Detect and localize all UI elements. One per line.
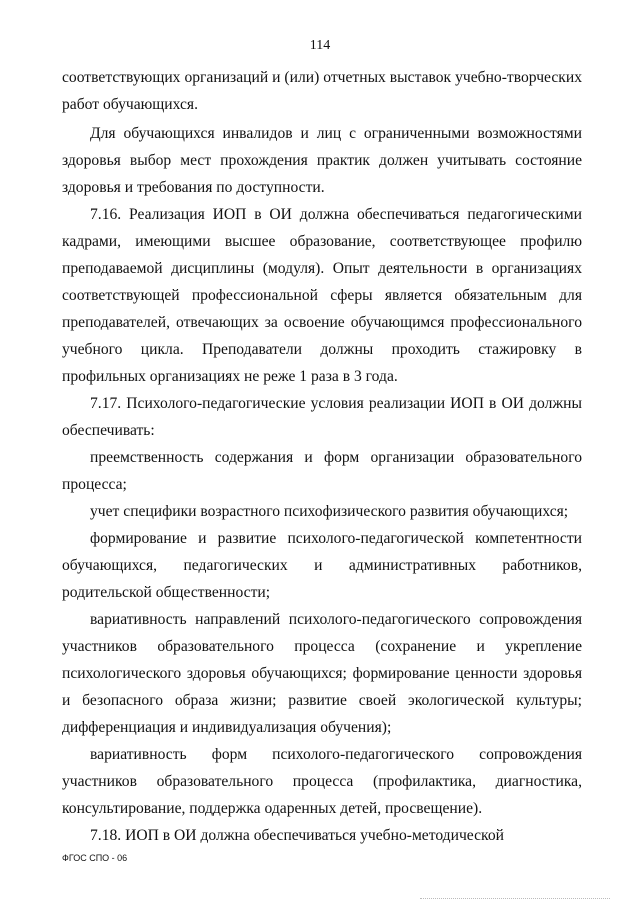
- page-number: 114: [309, 38, 331, 53]
- list-item-forms: вариативность форм психолого-педагогического сопровождения участников образовательного процесса (профилактика, диагностика, консультирование, поддержка одаренных детей, просвещение).: [62, 746, 582, 817]
- list-item-age-specifics: учет специфики возрастного психофизического развития обучающихся;: [90, 503, 569, 520]
- list-item-directions: вариативность направлений психолого-педагогического сопровождения участников образовательного процесса (сохранение и укрепление психологического здоровья обучающихся; формирование ценности здоровья и безопасного образа жизни; развитие своей экологической культуры; дифференциация и индивидуализация обучения);: [62, 611, 582, 736]
- document-body: [62, 64, 582, 849]
- footer-code: ФГОС СПО - 06: [62, 853, 128, 863]
- list-item-competence: формирование и развитие психолого-педагогической компетентности обучающихся, педагогических и административных работников, родительской общественности;: [62, 530, 582, 601]
- paragraph-continuation: соответствующих организаций и (или) отчетных выставок учебно-творческих работ обучающихся.: [62, 69, 582, 113]
- paragraph-7-18: 7.18. ИОП в ОИ должна обеспечиваться учебно-методической: [90, 827, 504, 844]
- list-item-continuity: преемственность содержания и форм организации образовательного процесса;: [62, 449, 582, 493]
- paragraph-7-16: 7.16. Реализация ИОП в ОИ должна обеспечиваться педагогическими кадрами, имеющими высшее образование, соответствующее профилю преподаваемой дисциплины (модуля). Опыт деятельности в организациях соответствующей профессиональной сферы является обязательным для преподавателей, отвечающих за освоение обучающимся профессионального учебного цикла. Преподаватели должны проходить стажировку в профильных организациях не реже 1 раза в 3 года.: [62, 206, 582, 385]
- paragraph-disabled-students: Для обучающихся инвалидов и лиц с ограниченными возможностями здоровья выбор мест прохождения практик должен учитывать состояние здоровья и требования по доступности.: [62, 125, 582, 196]
- paragraph-7-17: 7.17. Психолого-педагогические условия реализации ИОП в ОИ должны обеспечивать:: [62, 395, 582, 439]
- scan-edge-mark: [420, 898, 610, 900]
